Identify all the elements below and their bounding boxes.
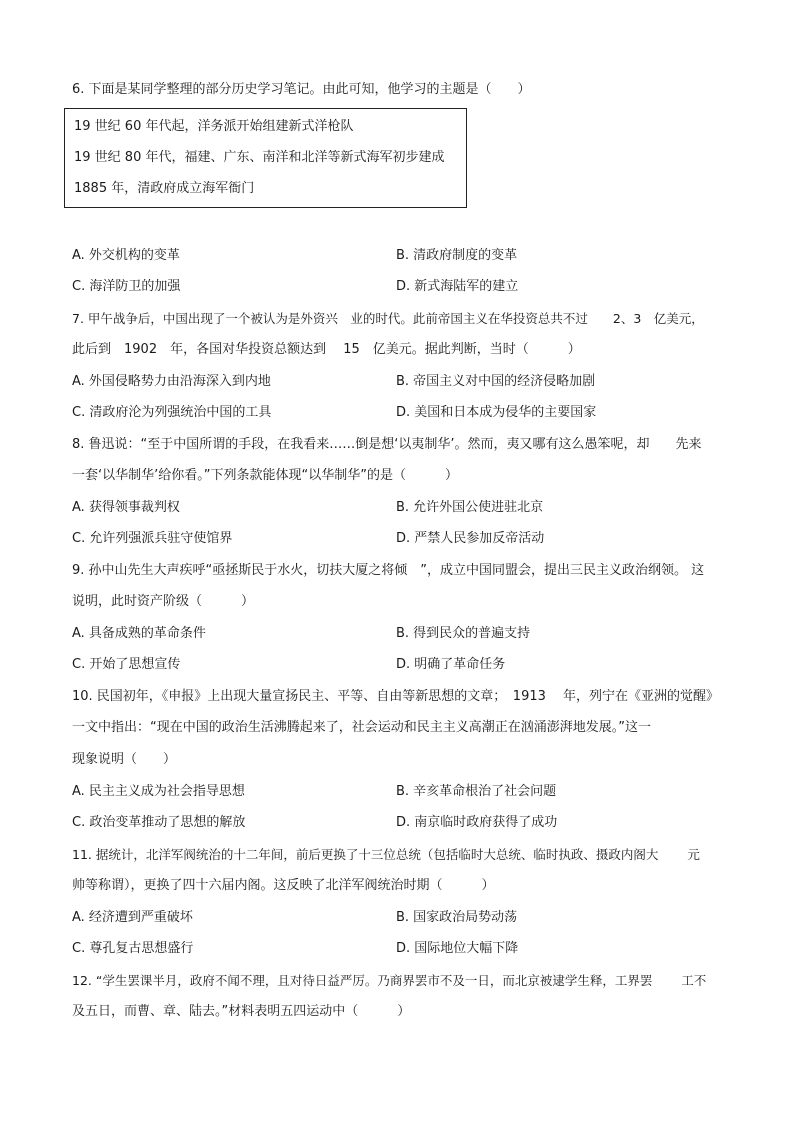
option-c: C. 海洋防卫的加强	[72, 279, 181, 294]
question-9-stem-line: 说明，此时资产阶级（ ）	[72, 594, 255, 609]
option-d: D. 南京临时政府获得了成功	[396, 815, 558, 830]
question-8-stem-line: 8. 鲁迅说：“至于中国所谓的手段，在我看来……倒是想‘以夷制华’。然而，夷又哪有这么愚笨呢，却 先来	[72, 437, 702, 452]
option-a: A. 外国侵略势力由沿海深入到内地	[72, 374, 271, 389]
option-c: C. 开始了思想宣传	[72, 657, 181, 672]
option-a: A. 经济遭到严重破坏	[72, 910, 193, 925]
note-item: 19 世纪 60 年代起，洋务派开始组建新式洋枪队	[74, 119, 354, 134]
option-d: D. 新式海陆军的建立	[396, 279, 519, 294]
option-b: B. 得到民众的普遍支持	[396, 626, 531, 641]
question-10-stem-line: 10. 民国初年，《申报》上出现大量宣扬民主、平等、自由等新思想的文章； 1913 年，列宁在《亚洲的觉醒》	[72, 689, 720, 704]
option-a: A. 具备成熟的革命条件	[72, 626, 206, 641]
question-7-stem-line: 此后到 1902 年，各国对华投资总额达到 15 亿美元。据此判断，当时（ ）	[72, 342, 581, 357]
option-d: D. 严禁人民参加反帝活动	[396, 531, 545, 546]
option-b: B. 清政府制度的变革	[396, 248, 518, 263]
option-b: B. 国家政治局势动荡	[396, 910, 518, 925]
option-a: A. 民主主义成为社会指导思想	[72, 784, 245, 799]
option-d: D. 明确了革命任务	[396, 657, 506, 672]
question-8-stem-line: 一套‘以华制华’给你看。”下列条款能体现“以华制华”的是（ ）	[72, 468, 458, 483]
question-11-stem-line: 帅等称谓），更换了四十六届内阁。这反映了北洋军阀统治时期（ ）	[72, 878, 495, 893]
option-d: D. 美国和日本成为侵华的主要国家	[396, 405, 597, 420]
option-c: C. 清政府沦为列强统治中国的工具	[72, 405, 272, 420]
option-b: B. 辛亥革命根治了社会问题	[396, 784, 557, 799]
question-6-stem: 6. 下面是某同学整理的部分历史学习笔记。由此可知，他学习的主题是（ ）	[72, 82, 531, 97]
question-10-stem-line: 一文中指出：“现在中国的政治生活沸腾起来了，社会运动和民主主义高潮正在汹涌澎湃地发展。”这一	[72, 720, 651, 735]
option-b: B. 允许外国公使进驻北京	[396, 500, 544, 515]
option-d: D. 国际地位大幅下降	[396, 941, 519, 956]
option-c: C. 尊孔复古思想盛行	[72, 941, 194, 956]
question-10-stem-line: 现象说明（ ）	[72, 752, 177, 767]
note-item: 19 世纪 80 年代，福建、广东、南洋和北洋等新式海军初步建成	[74, 150, 445, 165]
note-item: 1885 年，清政府成立海军衙门	[74, 181, 255, 196]
option-c: C. 政治变革推动了思想的解放	[72, 815, 246, 830]
option-a: A. 外交机构的变革	[72, 248, 180, 263]
notes-box	[64, 108, 467, 208]
question-9-stem-line: 9. 孙中山先生大声疾呼“亟拯斯民于水火，切扶大厦之将倾 ”，成立中国同盟会，提出三民主义政治纲领。 这	[72, 563, 705, 578]
question-12-stem-line: 12. “学生罢课半月，政府不闻不理，且对待日益严厉。乃商界罢市不及一日，而北京被逮学生释，工界罢 工不	[72, 973, 707, 988]
option-b: B. 帝国主义对中国的经济侵略加剧	[396, 374, 596, 389]
option-a: A. 获得领事裁判权	[72, 500, 180, 515]
question-11-stem-line: 11. 据统计，北洋军阀统治的十二年间，前后更换了十三位总统（包括临时大总统、临时执政、摄政内阁大 元	[72, 847, 700, 862]
question-7-stem-line: 7. 甲午战争后，中国出现了一个被认为是外资兴 业的时代。此前帝国主义在华投资总共不过 2、3 亿美元，	[72, 311, 704, 326]
question-12-stem-line: 及五日，而曹、章、陆去。”材料表明五四运动中（ ）	[72, 1004, 411, 1019]
option-c: C. 允许列强派兵驻守使馆界	[72, 531, 233, 546]
